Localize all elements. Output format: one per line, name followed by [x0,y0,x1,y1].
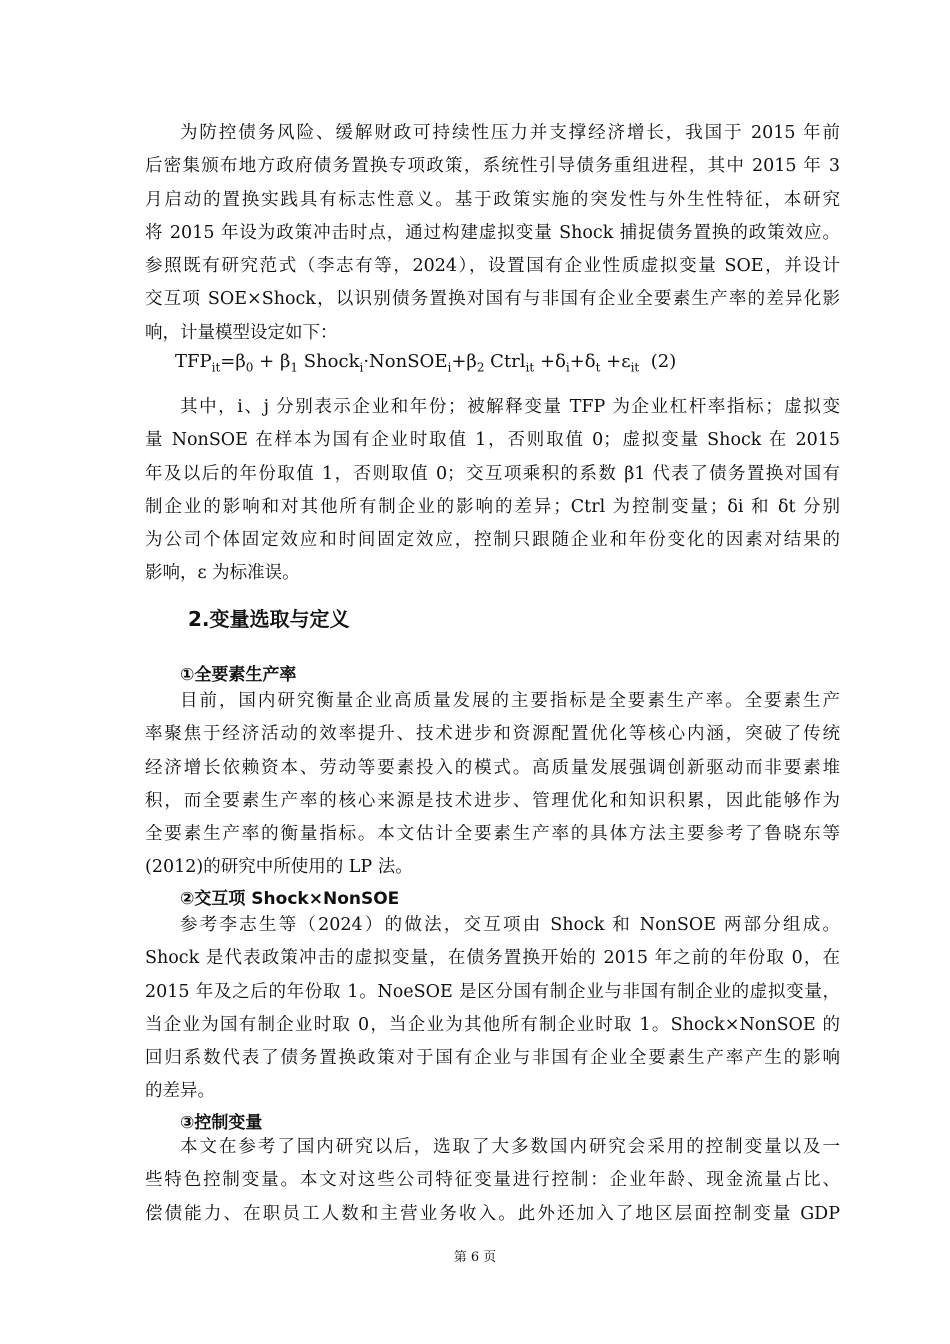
page-number: 第 6 页 [453,1250,497,1265]
text-line: 响，计量模型设定如下： [145,322,338,343]
text-line: 参照既有研究范式（李志有等，2024），设置国有企业性质虚拟变量 SOE，并设计 [145,256,840,277]
text-line: Shock 是代表政策冲击的虚拟变量，在债务置换开始的 2015 年之前的年份取 0，在 [145,948,840,969]
text-line: 些特色控制变量。本文对这些公司特征变量进行控制：企业年龄、现金流量占比、 [145,1170,840,1191]
text-line: (2012)的研究中所使用的 LP 法。 [145,857,413,878]
text-line: 回归系数代表了债务置换政策对于国有企业与非国有企业全要素生产率产生的影响 [145,1048,840,1069]
text-line: 量 NonSOE 在样本为国有企业时取值 1，否则取值 0；虚拟变量 Shock 在 2015 [145,430,840,451]
text-line: 当企业为国有制企业时取 0，当企业为其他所有制企业时取 1。Shock×NonSOE 的 [145,1014,840,1035]
section-heading: 2.变量选取与定义 [188,607,350,631]
regression-formula: $TFP_{it}=\beta_0 + \beta_1$ $Shock_i\cdot NonSOE_i+\beta_2$ Ctrl$_{it}$ $+\delta_i+\delta_t +\varepsilon_{it}$ (2) [175,351,677,375]
text-line: 率聚焦于经济活动的效率提升、技术进步和资源配置优化等核心内涵，突破了传统 [145,724,840,745]
paragraph-policy-background [145,117,840,350]
text-line: 影响，ε 为标准误。 [145,563,300,584]
text-line: 全要素生产率的衡量指标。本文估计全要素生产率的具体方法主要参考了鲁晓东等 [145,824,840,845]
equation-number: (2) [650,351,677,372]
text-line: 本文在参考了国内研究以后，选取了大多数国内研究会采用的控制变量以及一 [180,1137,840,1157]
text-line: 2015 年及之后的年份取 1。NoeSOE 是区分国有制企业与非国有制企业的虚拟变量， [145,981,840,1002]
text-line: 经济增长依赖资本、劳动等要素投入的模式。高质量发展强调创新驱动而非要素堆 [145,757,840,778]
text-line: 将 2015 年设为政策冲击时点，通过构建虚拟变量 Shock 捕捉债务置换的政策效应。 [145,222,840,243]
paragraph-controls [145,1131,840,1231]
text-line: 制企业的影响和对其他所有制企业的影响的差异；Ctrl 为控制变量；δi 和 δt 分别 [145,496,840,517]
text-line: 参考李志生等（2024）的做法，交互项由 Shock 和 NonSOE 两部分组成。 [180,915,840,935]
text-line: 年及以后的年份取值 1，否则取值 0；交互项乘积的系数 β1 代表了债务置换对国有 [145,463,840,484]
text-line: 月启动的置换实践具有标志性意义。基于政策实施的突发性与外生性特征，本研究 [145,189,840,210]
paragraph-interaction [145,909,840,1109]
text-line: 交互项 SOE×Shock，以识别债务置换对国有与非国有企业全要素生产率的差异化影 [145,289,840,310]
text-line: 为防控债务风险、缓解财政可持续性压力并支撑经济增长，我国于 2015 年前 [180,123,840,143]
text-line: 积，而全要素生产率的核心来源是技术进步、管理优化和知识积累，因此能够作为 [145,790,840,811]
text-line: 为公司个体固定效应和时间固定效应，控制只跟随企业和年份变化的因素对结果的 [145,530,840,551]
text-line: 的差异。 [145,1081,215,1102]
text-line: 其中，i、j 分别表示企业和年份；被解释变量 TFP 为企业杠杆率指标；虚拟变 [180,397,840,417]
subsection-heading-controls: ③控制变量 [180,1113,263,1133]
subsection-heading-tfp: ①全要素生产率 [180,665,297,685]
subsection-heading-interaction: ②交互项 Shock×NonSOE [180,889,400,909]
text-line: 后密集颁布地方政府债务置换专项政策，系统性引导债务重组进程，其中 2015 年 3 [145,156,840,177]
paragraph-tfp [145,685,840,885]
paragraph-variable-explanation [145,391,840,591]
text-line: 偿债能力、在职员工人数和主营业务收入。此外还加入了地区层面控制变量 GDP [145,1203,840,1224]
text-line: 目前，国内研究衡量企业高质量发展的主要指标是全要素生产率。全要素生产 [180,691,840,711]
